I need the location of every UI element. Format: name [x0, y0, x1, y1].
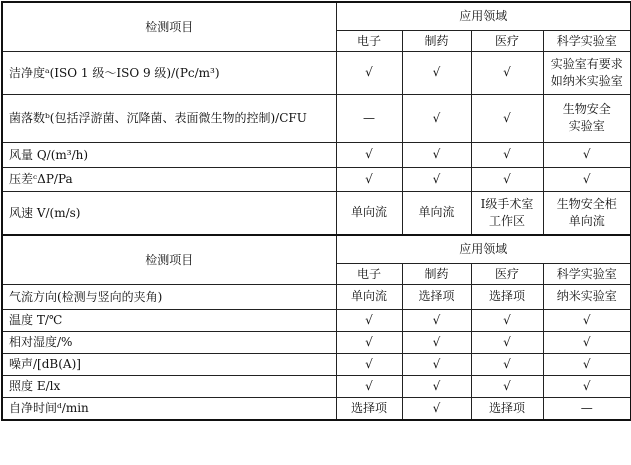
table-cell: √ [543, 353, 631, 375]
table-row [2, 331, 631, 353]
item-label: 气流方向(检测与竖向的夹角) [2, 284, 336, 309]
domain-header-cell: 医疗 [471, 263, 543, 284]
table-cell: √ [471, 142, 543, 167]
table-cell: √ [336, 309, 402, 331]
item-label: 压差ᶜΔP/Pa [2, 167, 336, 191]
table-cell: √ [336, 167, 402, 191]
item-column-header: 检测项目 [2, 235, 336, 284]
table-cell: √ [471, 309, 543, 331]
table-cell: √ [543, 375, 631, 397]
table-row [2, 191, 631, 235]
inspection-items-table [1, 1, 631, 421]
table-cell: √ [336, 353, 402, 375]
table-cell: √ [402, 353, 471, 375]
item-column-header: 检测项目 [2, 2, 336, 51]
table-row [2, 375, 631, 397]
item-label: 风量 Q/(m³/h) [2, 142, 336, 167]
item-label: 洁净度ᵃ(ISO 1 级～ISO 9 级)/(Pc/m³) [2, 51, 336, 94]
table-cell: √ [543, 167, 631, 191]
table-cell: — [543, 397, 631, 420]
domain-column-header: 应用领域 [336, 235, 631, 263]
table-cell: √ [402, 375, 471, 397]
table-cell: Ⅰ级手术室 工作区 [471, 191, 543, 235]
domain-header-cell: 科学实验室 [543, 30, 631, 51]
domain-header-cell: 制药 [402, 30, 471, 51]
table-cell: 选择项 [471, 284, 543, 309]
table-cell: 生物安全 实验室 [543, 94, 631, 142]
table-cell: √ [402, 167, 471, 191]
table-cell: √ [402, 142, 471, 167]
table-cell: √ [402, 309, 471, 331]
table-row [2, 142, 631, 167]
header-row [2, 2, 631, 30]
domain-header-cell: 电子 [336, 263, 402, 284]
table-cell: √ [471, 375, 543, 397]
table-cell: √ [402, 51, 471, 94]
table-row [2, 167, 631, 191]
domain-header-cell: 电子 [336, 30, 402, 51]
table-cell: √ [336, 142, 402, 167]
table-cell: √ [471, 167, 543, 191]
table-row [2, 94, 631, 142]
table-cell: √ [543, 309, 631, 331]
table-cell: √ [471, 353, 543, 375]
table-cell: 单向流 [336, 191, 402, 235]
table-cell: √ [336, 331, 402, 353]
table-row [2, 397, 631, 420]
table-cell: √ [402, 331, 471, 353]
item-label: 温度 T/℃ [2, 309, 336, 331]
table-cell: √ [471, 331, 543, 353]
item-label: 风速 V/(m/s) [2, 191, 336, 235]
header-row [2, 235, 631, 263]
table-row [2, 51, 631, 94]
table-cell: 纳米实验室 [543, 284, 631, 309]
item-label: 噪声/[dB(A)] [2, 353, 336, 375]
table-cell: 选择项 [336, 397, 402, 420]
table-cell: 单向流 [336, 284, 402, 309]
table-cell: 选择项 [402, 284, 471, 309]
domain-header-cell: 科学实验室 [543, 263, 631, 284]
table-row [2, 284, 631, 309]
table-cell: √ [402, 94, 471, 142]
table-cell: 单向流 [402, 191, 471, 235]
table-cell: √ [336, 51, 402, 94]
table-row [2, 353, 631, 375]
item-label: 相对湿度/% [2, 331, 336, 353]
item-label: 菌落数ᵇ(包括浮游菌、沉降菌、表面微生物的控制)/CFU [2, 94, 336, 142]
table-cell: 实验室有要求 如纳米实验室 [543, 51, 631, 94]
table-cell: √ [471, 51, 543, 94]
table-cell: √ [543, 142, 631, 167]
item-label: 自净时间ᵈ/min [2, 397, 336, 420]
table-cell: √ [471, 94, 543, 142]
table-cell: √ [402, 397, 471, 420]
table-cell: 生物安全柜 单向流 [543, 191, 631, 235]
table-cell: √ [543, 331, 631, 353]
item-label: 照度 E/lx [2, 375, 336, 397]
domain-column-header: 应用领域 [336, 2, 631, 30]
table-cell: 选择项 [471, 397, 543, 420]
domain-header-cell: 医疗 [471, 30, 543, 51]
table-cell: — [336, 94, 402, 142]
table-cell: √ [336, 375, 402, 397]
domain-header-cell: 制药 [402, 263, 471, 284]
table-row [2, 309, 631, 331]
